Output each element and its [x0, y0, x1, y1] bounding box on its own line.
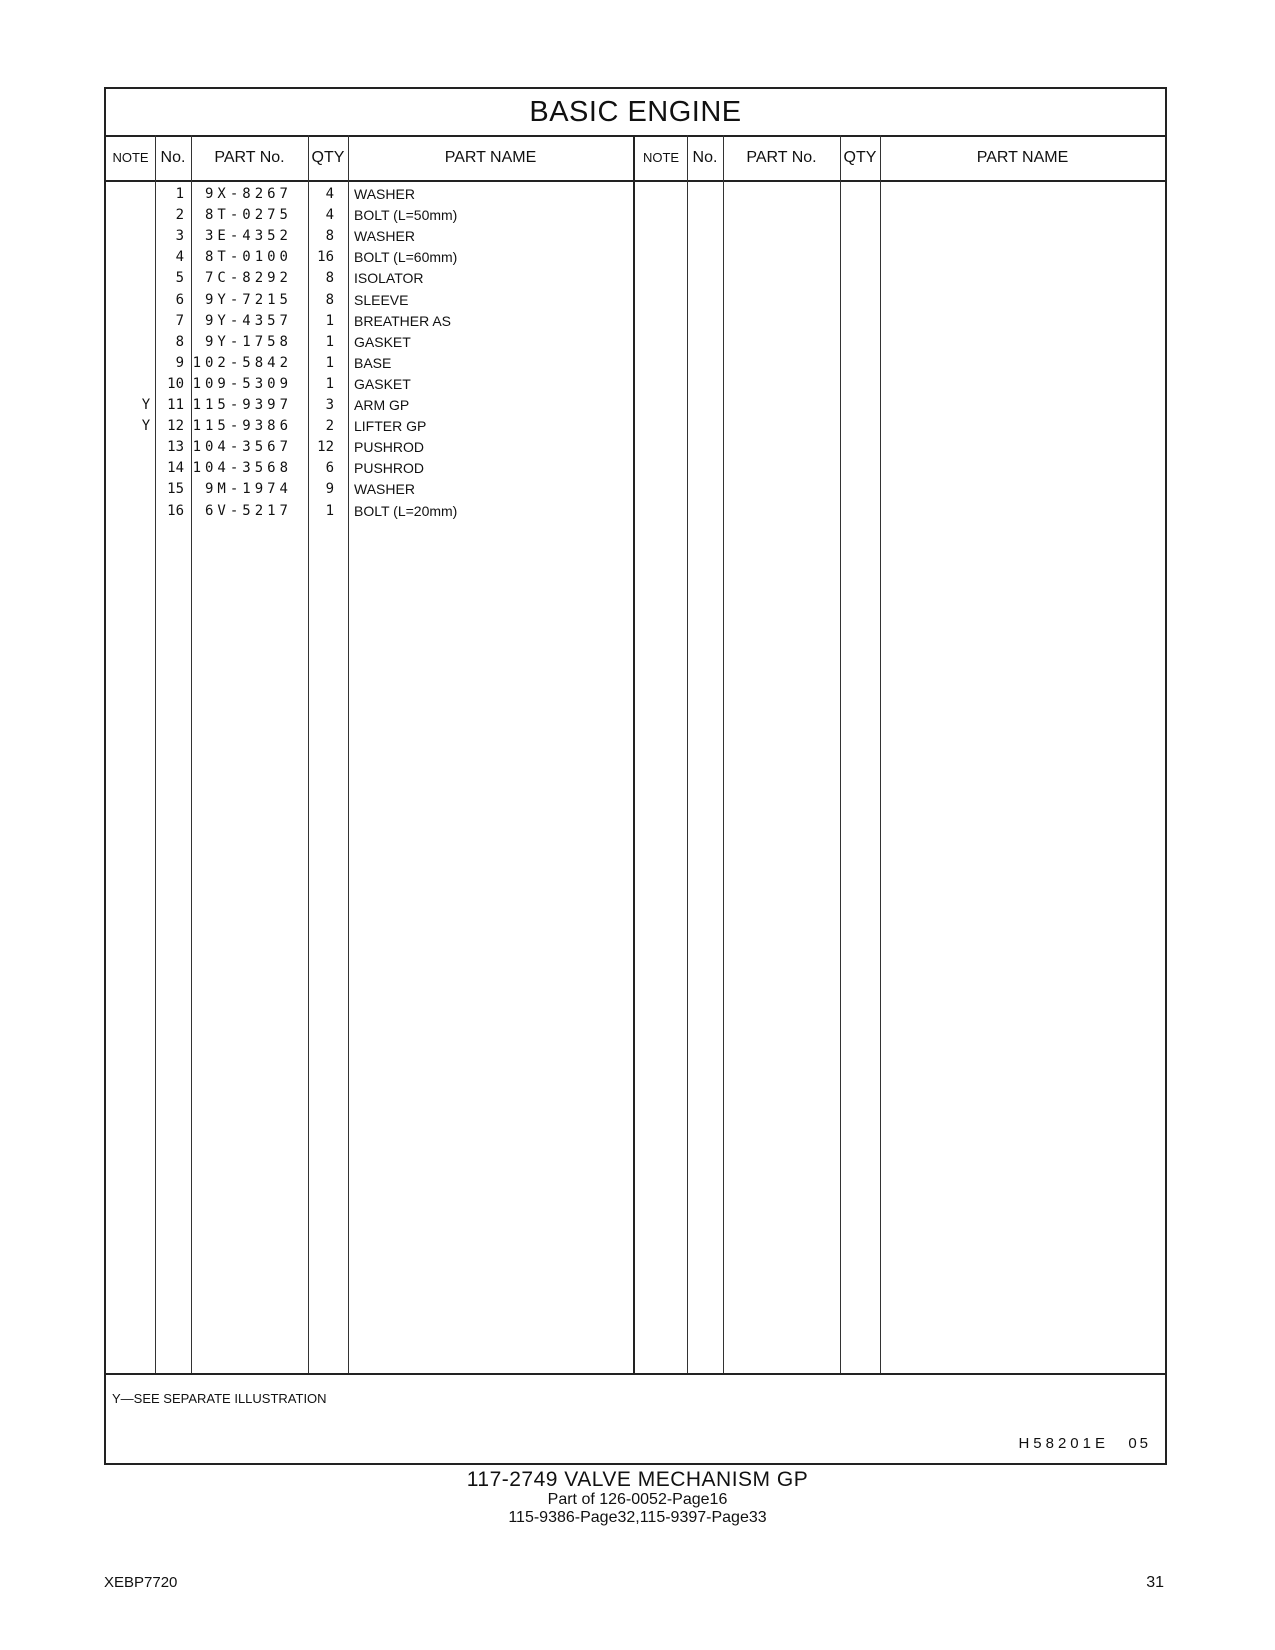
- row-quantity: 1: [325, 333, 334, 350]
- document-id: XEBP7720: [104, 1574, 178, 1591]
- header-part-name-right: PART NAME: [976, 149, 1069, 166]
- row-part-number: 104-3567: [192, 439, 292, 456]
- row-quantity: 12: [317, 439, 334, 456]
- row-part-number: 9Y-7215: [204, 291, 292, 308]
- row-part-name: BREATHER AS: [354, 312, 451, 329]
- page-number: 31: [1146, 1574, 1164, 1591]
- row-item-number: 3: [175, 228, 184, 245]
- row-part-number: 8T-0275: [204, 207, 292, 224]
- row-part-number: 104-3568: [192, 460, 292, 477]
- header-note-left: NOTE: [112, 150, 149, 165]
- row-part-name: PUSHROD: [354, 460, 425, 477]
- row-item-number: 15: [167, 481, 184, 498]
- row-part-number: 115-9397: [192, 397, 292, 413]
- table-header-row: [106, 135, 1165, 182]
- row-part-name: BOLT (L=50mm): [354, 207, 458, 224]
- row-item-number: 9: [175, 354, 184, 371]
- row-part-name: BASE: [354, 354, 392, 371]
- row-quantity: 8: [325, 291, 334, 308]
- row-part-number: 3E-4352: [204, 228, 292, 245]
- column-divider: [723, 135, 724, 1373]
- row-note: Y: [141, 397, 151, 413]
- row-item-number: 1: [175, 186, 184, 202]
- table-title: BASIC ENGINE: [106, 89, 1165, 137]
- row-part-number: 115-9386: [192, 418, 292, 435]
- row-part-number: 9M-1974: [204, 481, 292, 498]
- row-part-number: 102-5842: [192, 354, 292, 371]
- page-references: 115‐9386‐Page32,115‐9397‐Page33: [508, 1509, 767, 1526]
- table-row: [106, 270, 633, 292]
- row-quantity: 6: [325, 460, 334, 477]
- table-row: [106, 292, 633, 314]
- header-qty-left: QTY: [311, 149, 345, 166]
- table-row: [106, 313, 633, 335]
- table-row: [106, 439, 633, 461]
- header-part-no-left: PART No.: [214, 149, 285, 166]
- column-divider: [840, 135, 841, 1373]
- table-row: [106, 460, 633, 482]
- row-item-number: 2: [175, 207, 184, 224]
- row-item-number: 12: [167, 418, 184, 435]
- table-row: [106, 376, 633, 398]
- row-quantity: 1: [325, 312, 334, 329]
- row-part-number: 9Y-1758: [204, 333, 292, 350]
- row-part-name: GASKET: [354, 333, 411, 350]
- group-caption: 117‐2749 VALVE MECHANISM GP: [466, 1468, 809, 1491]
- row-item-number: 7: [175, 312, 184, 329]
- part-of-reference: Part of 126‐0052‐Page16: [547, 1491, 728, 1508]
- row-part-name: GASKET: [354, 375, 411, 392]
- row-quantity: 8: [325, 228, 334, 245]
- center-divider: [633, 135, 635, 1373]
- row-part-name: ISOLATOR: [354, 270, 424, 287]
- column-divider: [687, 135, 688, 1373]
- row-item-number: 11: [167, 397, 184, 413]
- row-part-name: ARM GP: [354, 397, 410, 413]
- header-note-right: NOTE: [642, 150, 680, 165]
- row-item-number: 6: [175, 291, 184, 308]
- row-part-name: BOLT (L=60mm): [354, 249, 458, 266]
- table-row: [106, 418, 633, 440]
- row-item-number: 13: [167, 439, 184, 456]
- header-qty-right: QTY: [843, 149, 877, 166]
- row-part-number: 9Y-4357: [204, 312, 292, 329]
- table-row: [106, 228, 633, 250]
- parts-table-frame: [104, 87, 1167, 1465]
- row-item-number: 5: [175, 270, 184, 287]
- row-quantity: 1: [325, 502, 334, 519]
- row-quantity: 2: [325, 418, 334, 435]
- row-quantity: 9: [325, 481, 334, 498]
- row-part-number: 7C-8292: [204, 270, 292, 287]
- column-divider: [880, 135, 881, 1373]
- table-row: [106, 397, 633, 419]
- row-item-number: 4: [175, 249, 184, 266]
- header-no-right: No.: [692, 149, 718, 166]
- row-quantity: 3: [325, 397, 334, 413]
- row-part-name: BOLT (L=20mm): [354, 502, 458, 519]
- row-part-number: 109-5309: [192, 375, 292, 392]
- row-item-number: 10: [167, 375, 184, 392]
- table-row: [106, 207, 633, 229]
- table-row: [106, 503, 633, 525]
- row-quantity: 8: [325, 270, 334, 287]
- header-no-left: No.: [160, 149, 186, 166]
- drawing-code: H58201E: [1018, 1435, 1109, 1452]
- table-footer-divider: [106, 1373, 1165, 1375]
- table-row: [106, 334, 633, 356]
- row-part-number: 8T-0100: [204, 249, 292, 266]
- header-part-no-right: PART No.: [746, 149, 817, 166]
- table-row: [106, 355, 633, 377]
- revision-number: 05: [1128, 1435, 1151, 1452]
- row-part-name: WASHER: [354, 481, 415, 498]
- row-part-name: SLEEVE: [354, 291, 409, 308]
- row-item-number: 14: [167, 460, 184, 477]
- row-part-number: 6V-5217: [204, 502, 292, 519]
- row-quantity: 4: [325, 186, 334, 202]
- row-part-name: WASHER: [354, 186, 415, 202]
- table-row: [106, 249, 633, 271]
- table-row: [106, 481, 633, 503]
- header-part-name-left: PART NAME: [444, 149, 537, 166]
- row-part-name: WASHER: [354, 228, 415, 245]
- row-part-name: PUSHROD: [354, 439, 425, 456]
- row-part-number: 9X-8267: [204, 186, 292, 202]
- row-quantity: 16: [317, 249, 334, 266]
- row-part-name: LIFTER GP: [354, 418, 427, 435]
- row-item-number: 8: [175, 333, 184, 350]
- row-note: Y: [141, 418, 151, 435]
- row-quantity: 1: [325, 375, 334, 392]
- row-quantity: 1: [325, 354, 334, 371]
- row-item-number: 16: [167, 502, 184, 519]
- table-row: [106, 186, 633, 208]
- footnote: Y—SEE SEPARATE ILLUSTRATION: [112, 1391, 327, 1406]
- row-quantity: 4: [325, 207, 334, 224]
